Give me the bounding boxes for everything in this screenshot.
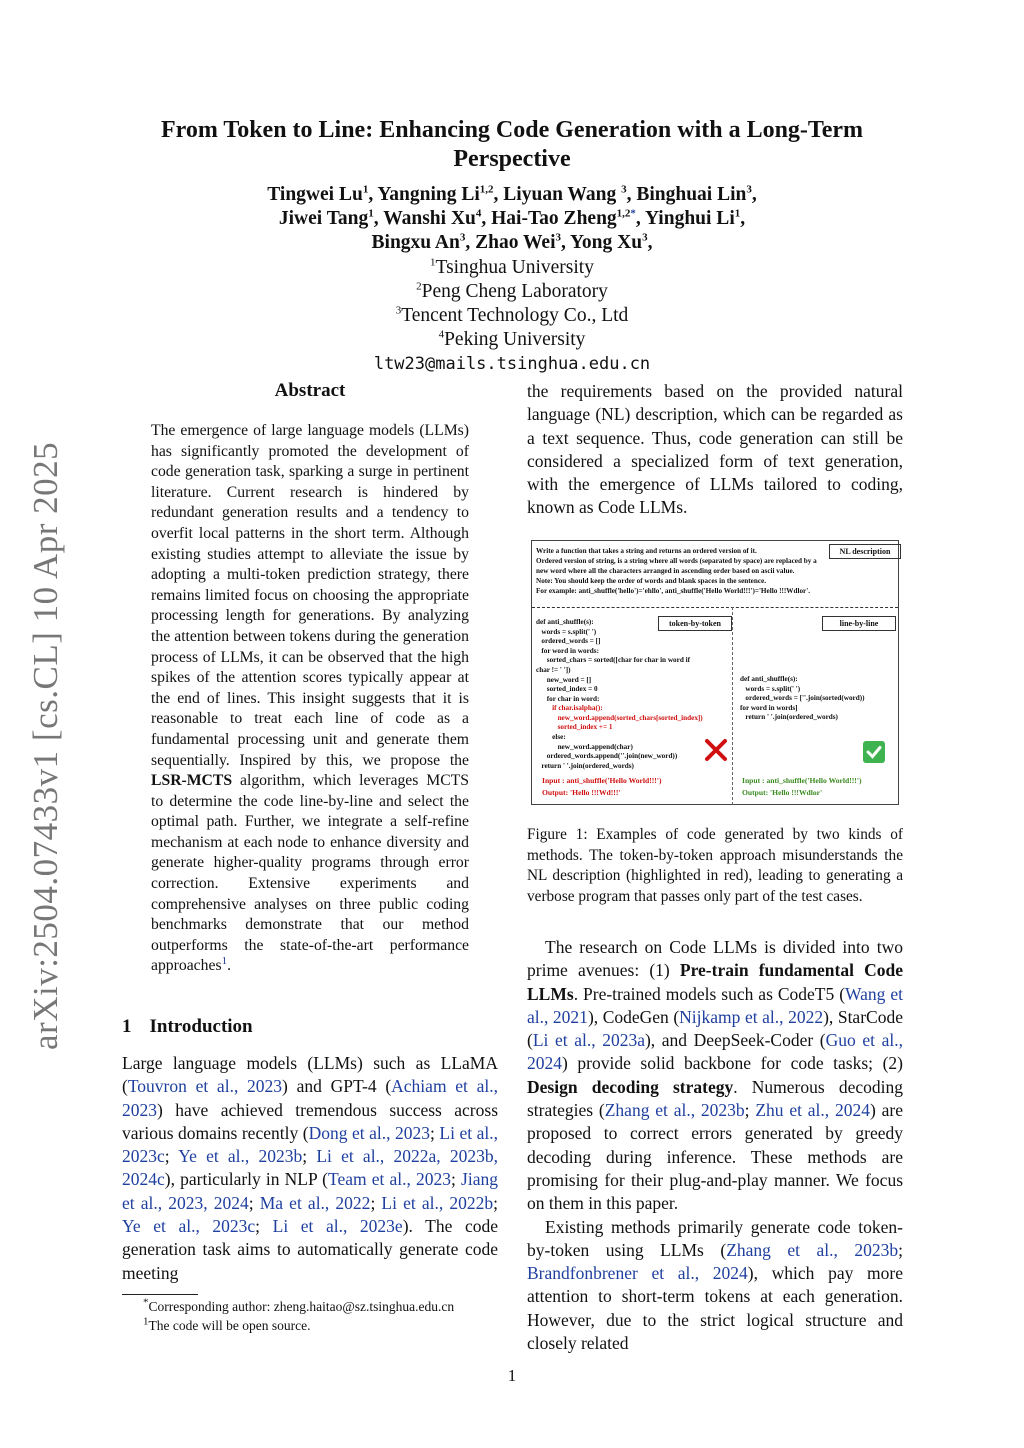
author-list (120, 183, 904, 255)
affiliation: $^2$Peng Cheng Laboratory (416, 280, 608, 302)
arxiv-identifier: arXiv:2504.07433v1 [cs.CL] 10 Apr 2025 (26, 441, 65, 1050)
line-by-line-code: def anti_shuffle(s): words = s.split(' ') ordered_words = [''.join(sorted(word)) for word in words] return ' '.join(ordered_words) (740, 675, 865, 722)
footnote-link[interactable]: 1 (221, 955, 228, 968)
citation-link[interactable]: Jiang et al., 2023, 2024 (122, 1169, 498, 1213)
citation-link[interactable]: Guo et al., 2024 (527, 1030, 903, 1074)
citation-link[interactable]: Zhang et al., 2023b (604, 1100, 745, 1121)
author: Zhao Wei (475, 232, 556, 253)
footnote-divider (122, 1294, 198, 1295)
introduction-paragraph: Large language models (LLMs) such as LLaMA (Touvron et al., 2023) and GPT-4 (Achiam et al., 2023) have achieved tremendous success across various domains recently (Dong et al., 2023; Li et al., 2023c; Ye et al., 2023b; Li et al., 2022a, 2023b, 2024c), particularly in NLP (Team et al., 2023; Jiang et al., 2023, 2024; Ma et al., 2022; Li et al., 2022b; Ye et al., 2023c; Li et al., 2023e). The code generation task aims to automatically generate code meeting (122, 1053, 498, 1283)
figure-column-divider (732, 607, 733, 805)
paragraph-research-avenues: The research on Code LLMs is divided into two prime avenues: (1) Pre-train fundamental Code LLMs. Pre-trained models such as CodeT5 (Wang et al., 2021), CodeGen (Nijkamp et al., 2022), StarCode (Li et al., 2023a), and DeepSeek-Coder (Guo et al., 2024) provide solid backbone for code tasks; (2) Design decoding strategy. Numerous decoding strategies (Zhang et al., 2023b; Zhu et al., 2024) are proposed to correct errors generated by greedy decoding during inference. These methods are promising for their plug-and-play manner. We focus on them in this paper. (527, 937, 904, 1214)
abstract-body: The emergence of large language models (LLMs) has significantly promoted the development of code generation task, sparking a surge in pertinent literature. Current research is hindered by redundant generation results and a tendency to overfit local patterns in the short term. Although existing studies attempt to alleviate the issue by adopting a multi-token prediction strategy, there remains limited focus on choosing the appropriate processing length for generations. By analyzing the attention between tokens during the generation process of LLMs, it can be observed that the high spikes of the attention scores typically appear at the end of lines. This insight suggests that it is reasonable to treat each line of code as a fundamental processing unit and generate them sequentially. Inspired by this, we propose the LSR-MCTS algorithm, which leverages MCTS to determine the code line-by-line and select the optimal path. Further, we integrate a self-refine mechanism at each node to enhance diversity and generate higher-quality programs through error correction. Extensive experiments and comprehensive analyses on three public coding benchmarks demonstrate that our method outperforms the state-of-the-art performance approaches$^1$. (151, 422, 469, 975)
citation-link[interactable]: Ye et al., 2023b (178, 1146, 303, 1167)
citation-link[interactable]: Li et al., 2022b (381, 1192, 494, 1213)
paragraph-existing-methods: Existing methods primarily generate code token-by-token using LLMs (Zhang et al., 2023b; Brandfonbrener et al., 2024), which pay more attention to short-term tokens at each generation. However, due to the strict logical structure and closely related (527, 1216, 903, 1354)
token-by-token-code-highlight: if char.isalpha(): new_word.append(sorted_chars[sorted_index]) sorted_index += 1 (552, 704, 703, 732)
footnotes (143, 1297, 499, 1335)
citation-link[interactable]: Li et al., 2023a (532, 1030, 645, 1051)
citation-link[interactable]: Wang et al., 2021 (527, 983, 904, 1027)
method-name: LSR-MCTS (151, 772, 233, 790)
citation-link[interactable]: Li et al., 2022a, 2023b, 2024c (122, 1146, 498, 1190)
cross-mark-icon (704, 738, 728, 762)
figure-1-caption: Figure 1: Examples of code generated by two kinds of methods. The token-by-token approach misunderstands the NL description (highlighted in red), leading to generating a verbose program that passes only part of the test cases. (527, 826, 903, 905)
footnote-corresponding: *Corresponding author: zheng.haitao@sz.tsinghua.edu.cn (143, 1296, 455, 1314)
line-by-line-label: line-by-line (822, 616, 896, 631)
affiliation: $^1$Tsinghua University (430, 256, 594, 278)
citation-link[interactable]: Zhu et al., 2024 (755, 1100, 870, 1121)
nl-description-text: Write a function that takes a string and returns an ordered version of it. Ordered version of string, is a string where all words (separated by space) are replaced by a new word where all the characters arranged in ascending order based on ascii value. Note: You should keep the order of words and blank spaces in the sentence. For example: anti_shuffle('hello')='ehllo', anti_shuffle('Hello World!!!')='Hello !!!Wdlor'. (536, 547, 817, 595)
author-line-1: Tingwei Lu$^1$, Yangning Li$^{1,2}$, Liyuan Wang $^3$, Binghuai Lin$^3$, (267, 183, 757, 205)
section-heading-introduction: 1 Introduction (122, 1016, 253, 1037)
citation-link[interactable]: Touvron et al., 2023 (127, 1076, 283, 1097)
author: Tingwei Lu (267, 184, 363, 205)
token-by-token-label: token-by-token (658, 616, 732, 631)
token-by-token-code-tail: else: new_word.append(char) ordered_words.append(''.join(new_word)) return ' '.join(ordered_words) (541, 733, 678, 770)
footnote-code: $^1$The code will be open source. (143, 1315, 311, 1333)
paper-title (120, 116, 904, 174)
author: Binghuai Lin (636, 184, 747, 205)
figure-divider (532, 607, 898, 608)
author: Hai-Tao Zheng (491, 208, 617, 229)
citation-link[interactable]: Li et al., 2023e (272, 1216, 403, 1237)
author: Liyuan Wang (503, 184, 617, 205)
author: Yinghui Li (644, 208, 735, 229)
citation-link[interactable]: Zhang et al., 2023b (726, 1239, 899, 1260)
author: Jiwei Tang (278, 208, 369, 229)
author: Yangning Li (377, 184, 480, 205)
corresponding-author-mark[interactable]: * (630, 207, 636, 220)
title-line-1: From Token to Line: Enhancing Code Generation with a Long-Term (160, 117, 864, 143)
line-by-line-io: Input : anti_shuffle('Hello World!!!') Output: 'Hello !!!Wdlor' (742, 776, 862, 797)
title-line-2: Perspective (453, 146, 571, 172)
token-by-token-io: Input : anti_shuffle('Hello World!!!') Output: 'Hello !!!Wd!!!' (542, 776, 662, 797)
author-line-3: Bingxu An$^3$, Zhao Wei$^3$, Yong Xu$^3$, (371, 231, 653, 253)
abstract-heading: Abstract (274, 380, 346, 401)
author: Yong Xu (570, 232, 643, 253)
affiliations (120, 256, 904, 376)
contact-email[interactable]: ltw23@mails.tsinghua.edu.cn (373, 354, 651, 374)
citation-link[interactable]: Nijkamp et al., 2022 (679, 1006, 824, 1027)
author: Wanshi Xu (383, 208, 476, 229)
page-number: 1 (507, 1366, 517, 1385)
author: Bingxu An (371, 232, 460, 253)
citation-link[interactable]: Li et al., 2023c (122, 1122, 498, 1167)
citation-link[interactable]: Dong et al., 2023 (308, 1122, 431, 1143)
citation-link[interactable]: Ma et al., 2022 (259, 1192, 371, 1213)
citation-link[interactable]: Ye et al., 2023c (122, 1216, 256, 1237)
author-line-2: Jiwei Tang$^1$, Wanshi Xu$^4$, Hai-Tao Zheng$^{1,2*}$, Yinghui Li$^1$, (278, 207, 746, 229)
figure-1 (531, 540, 899, 805)
affiliation: $^3$Tencent Technology Co., Ltd (395, 304, 629, 326)
right-column-body (527, 936, 903, 1355)
nl-description-label: NL description (829, 544, 901, 559)
right-column-paragraph: the requirements based on the provided natural language (NL) description, which can be regarded as a text sequence. Thus, code generation can still be considered a specialized form of text generation, with the emergence of LLMs tailored to coding, known as Code LLMs. (527, 381, 903, 518)
affiliation: $^4$Peking University (438, 328, 586, 350)
citation-link[interactable]: Achiam et al., 2023 (122, 1076, 498, 1120)
token-by-token-code: def anti_shuffle(s): words = s.split(' ') ordered_words = [] for word in words: sorted_chars = sorted([char for char in word if char != ' ']) new_word = [] sorted_index = 0 for char in word: (536, 618, 691, 703)
citation-link[interactable]: Brandfonbrener et al., 2024 (527, 1263, 748, 1284)
check-mark-icon (863, 741, 885, 763)
citation-link[interactable]: Team et al., 2023 (328, 1169, 452, 1190)
